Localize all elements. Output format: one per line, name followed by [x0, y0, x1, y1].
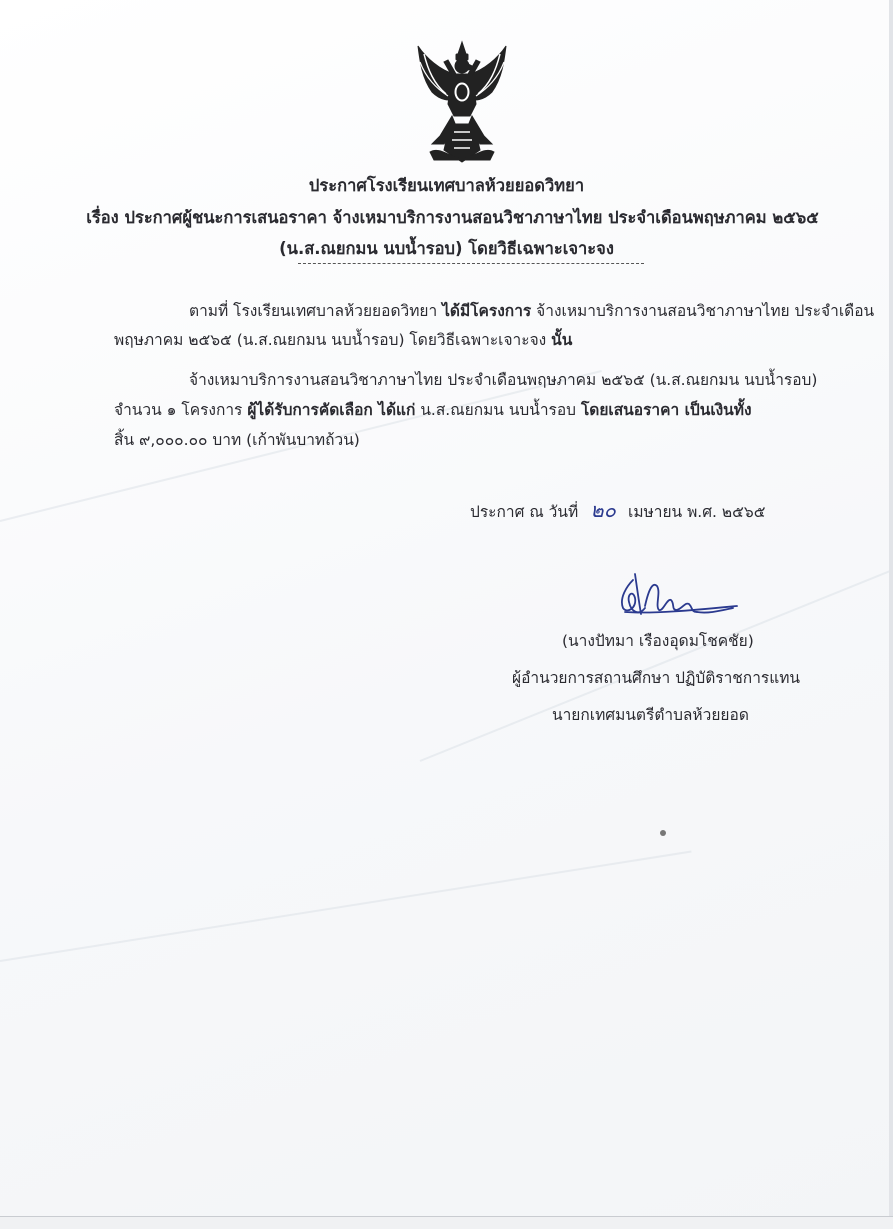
text-segment: จ้างเหมาบริการงานสอนวิชาภาษาไทย ประจำเดือน: [531, 302, 875, 320]
text-segment-bold: ผู้ได้รับการคัดเลือก ได้แก่: [247, 401, 416, 419]
text-segment-bold: ได้มีโครงการ: [442, 302, 532, 320]
date-prefix: ประกาศ ณ วันที่: [470, 503, 584, 521]
garuda-emblem: [410, 40, 515, 165]
text-segment: ตามที่ โรงเรียนเทศบาลห้วยยอดวิทยา: [189, 302, 443, 320]
paragraph-1-line-1: [189, 298, 874, 323]
date-suffix: เมษายน พ.ศ. ๒๕๖๕: [623, 503, 766, 521]
announcement-title: ประกาศโรงเรียนเทศบาลห้วยยอดวิทยา: [308, 176, 585, 195]
signatory-position: ผู้อำนวยการสถานศึกษา ปฏิบัติราชการแทน: [512, 669, 801, 687]
text-segment: จำนวน ๑ โครงการ: [114, 401, 248, 419]
subject-line-continued: (น.ส.ณยกมน นบน้ำรอบ) โดยวิธีเฉพาะเจาะจง: [279, 239, 614, 258]
text-segment-bold: โดยเสนอราคา เป็นเงินทั้ง: [580, 401, 752, 419]
handwritten-day: ๒๐: [590, 498, 616, 522]
paragraph-2-line-3: สิ้น ๙,๐๐๐.๐๐ บาท (เก้าพันบาทถ้วน): [114, 431, 360, 449]
text-segment-bold: นั้น: [551, 331, 573, 349]
paragraph-1-line-2: [114, 327, 572, 352]
separator-line: [298, 263, 644, 264]
paragraph-2-line-2: [114, 397, 752, 422]
subject-line: เรื่อง ประกาศผู้ชนะการเสนอราคา จ้างเหมาบริการงานสอนวิชาภาษาไทย ประจำเดือนพฤษภาคม ๒๕๖๕: [86, 208, 819, 227]
scan-bottom-edge: [0, 1216, 893, 1229]
scan-edge: [889, 0, 893, 1229]
announcement-date: [470, 494, 765, 526]
text-segment: พฤษภาคม ๒๕๖๕ (น.ส.ณยกมน นบน้ำรอบ) โดยวิธีเฉพาะเจาะจง: [114, 331, 552, 349]
signatory-position-continued: นายกเทศมนตรีตำบลห้วยยอด: [552, 706, 749, 724]
signatory-name: (นางปัทมา เรืองอุดมโชคชัย): [562, 632, 754, 650]
text-segment: น.ส.ณยกมน นบน้ำรอบ: [415, 401, 581, 419]
paper-crease: [0, 851, 692, 962]
paragraph-2-line-1: จ้างเหมาบริการงานสอนวิชาภาษาไทย ประจำเดือนพฤษภาคม ๒๕๖๕ (น.ส.ณยกมน นบน้ำรอบ): [189, 371, 818, 389]
paper-speck: [660, 830, 666, 836]
handwritten-signature: [605, 568, 745, 628]
